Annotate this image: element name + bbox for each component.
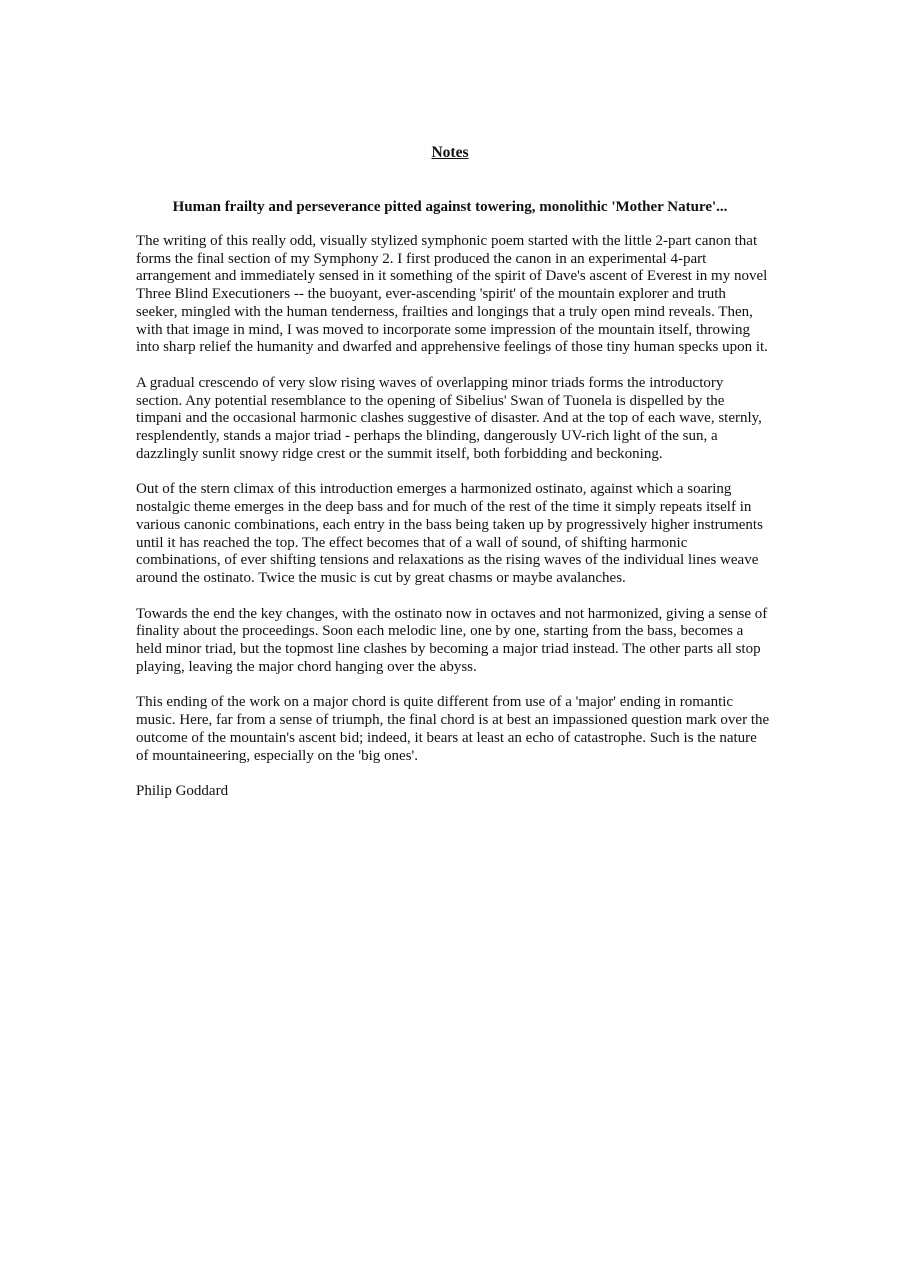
author-signature: Philip Goddard (136, 783, 229, 800)
paragraph: The writing of this really odd, visually stylized symphonic poem started with the little 2-part canon that forms the final section of my Symphony 2. I first produced the canon in an experimental 4-part arrangement and immediately sensed in it something of the spirit of Dave's ascent of Everest in my novel Three Blind Executioners -- the buoyant, ever-ascending 'spirit' of the mountain explorer and truth seeker, mingled with the human tenderness, frailties and longings that a truly open mind reveals. Then, with that image in mind, I was moved to incorporate some impression of the mountain itself, throwing into sharp relief the humanity and dwarfed and apprehensive feelings of those tiny human specks upon it. (136, 233, 768, 356)
document-body (136, 233, 770, 819)
page-subtitle: Human frailty and perseverance pitted against towering, monolithic 'Mother Nature'... (172, 199, 728, 215)
paragraph: Towards the end the key changes, with the ostinato now in octaves and not harmonized, giving a sense of finality about the proceedings. Soon each melodic line, one by one, starting from the bass, becomes a held minor triad, but the topmost line clashes by becoming a major triad instead. The other parts all stop playing, leaving the major chord hanging over the abyss. (136, 605, 768, 675)
page-title: Notes (431, 144, 469, 161)
paragraph: Out of the stern climax of this introduction emerges a harmonized ostinato, against which a soaring nostalgic theme emerges in the deep bass and for much of the rest of the time it simply repeats itself in various canonic combinations, each entry in the bass being taken up by progressively higher instruments until it has reached the top. The effect becomes that of a wall of sound, of shifting harmonic combinations, of ever shifting tensions and relaxations as the rising waves of the individual lines weave around the ostinato. Twice the music is cut by great chasms or maybe avalanches. (136, 481, 763, 586)
paragraph: A gradual crescendo of very slow rising waves of overlapping minor triads forms the introductory section. Any potential resemblance to the opening of Sibelius' Swan of Tuonela is dispelled by the timpani and the occasional harmonic clashes suggestive of disaster. And at the top of each wave, sternly, resplendently, stands a major triad - perhaps the blinding, dangerously UV-rich light of the sun, a dazzlingly sunlit snowy ridge crest or the summit itself, both forbidding and beckoning. (136, 374, 762, 462)
paragraph: This ending of the work on a major chord is quite different from use of a 'major' ending in romantic music. Here, far from a sense of triumph, the final chord is at best an impassioned question mark over the outcome of the mountain's ascent bid; indeed, it bears at least an echo of catastrophe. Such is the nature of mountaineering, especially on the 'big ones'. (136, 694, 770, 764)
